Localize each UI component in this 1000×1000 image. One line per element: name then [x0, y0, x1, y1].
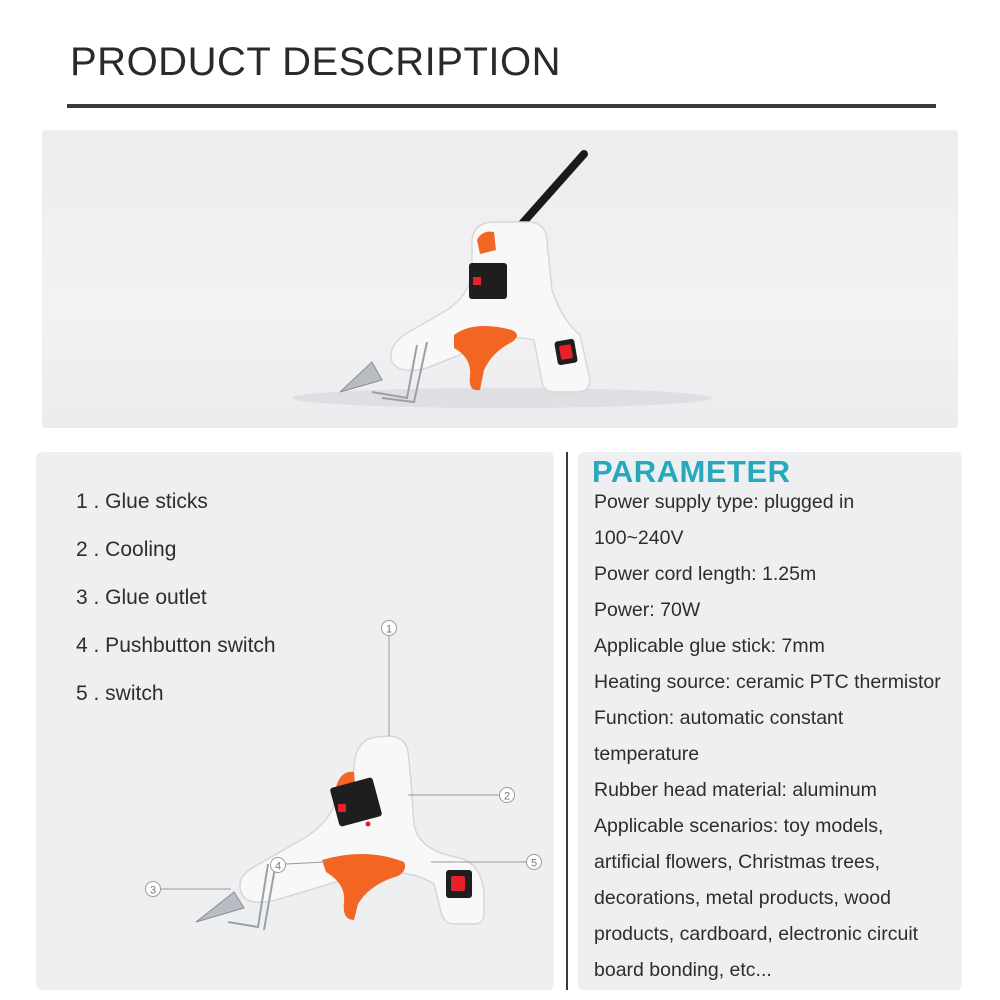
parameter-panel — [578, 452, 962, 990]
callout-5 — [527, 855, 542, 870]
parameter-line: Power supply type: plugged in — [594, 491, 855, 513]
callout-1 — [382, 621, 397, 636]
parameter-line: decorations, metal products, wood — [594, 887, 891, 909]
parameter-line: Power cord length: 1.25m — [594, 563, 817, 585]
parts-panel — [36, 452, 554, 990]
parameter-line: Rubber head material: aluminum — [594, 779, 877, 801]
parameter-line: Applicable glue stick: 7mm — [594, 635, 825, 657]
labeled-diagram — [36, 452, 554, 990]
parameter-line: Applicable scenarios: toy models, — [594, 815, 884, 837]
callout-2 — [500, 788, 515, 803]
parameter-line: products, cardboard, electronic circuit — [594, 923, 919, 945]
svg-text:2: 2 — [503, 790, 511, 803]
glue-stick-icon — [520, 154, 584, 226]
svg-text:5: 5 — [530, 857, 538, 870]
part-item: 1 . Glue sticks — [76, 490, 208, 513]
svg-text:3: 3 — [149, 884, 157, 897]
parameter-line: Function: automatic constant — [594, 707, 844, 729]
svg-text:1: 1 — [385, 623, 393, 636]
page-title: PRODUCT DESCRIPTION — [70, 40, 562, 84]
part-item: 2 . Cooling — [76, 538, 177, 561]
part-item: 4 . Pushbutton switch — [76, 634, 276, 657]
parameter-line: board bonding, etc... — [594, 959, 772, 981]
column-divider — [566, 452, 568, 990]
parameter-heading: PARAMETER — [592, 454, 791, 489]
svg-text:4: 4 — [274, 860, 282, 873]
parameter-list — [594, 484, 941, 988]
parameter-line: Power: 70W — [594, 599, 701, 621]
callout-3 — [146, 882, 161, 897]
part-item: 5 . switch — [76, 682, 164, 705]
parameter-line: temperature — [594, 743, 700, 765]
part-item: 3 . Glue outlet — [76, 586, 207, 609]
glue-gun-illustration — [42, 130, 958, 428]
parameter-line: artificial flowers, Christmas trees, — [594, 851, 881, 873]
product-photo — [42, 130, 958, 428]
callout-4 — [271, 858, 286, 873]
title-underline — [67, 104, 936, 108]
parameter-line: 100~240V — [594, 527, 684, 549]
parameter-line: Heating source: ceramic PTC thermistor — [594, 671, 941, 693]
